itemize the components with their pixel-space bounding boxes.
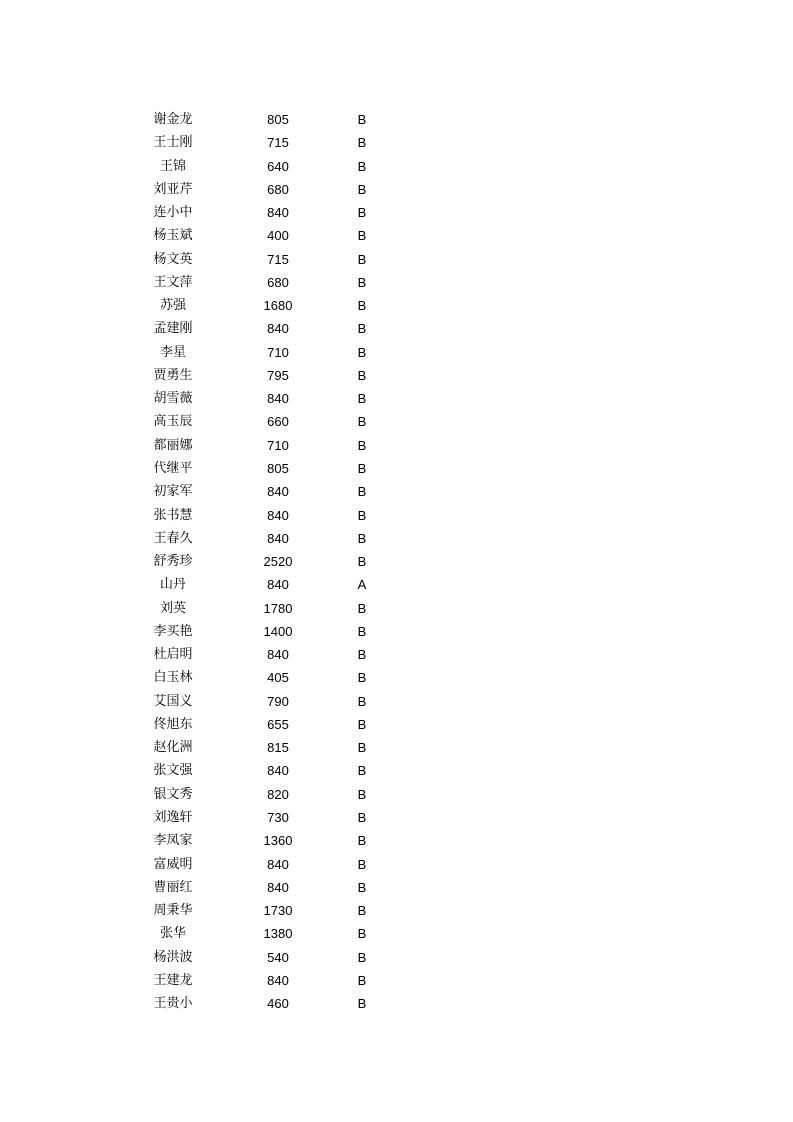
table-row	[0, 573, 793, 596]
grade-cell: B	[357, 112, 367, 127]
table-row	[0, 946, 793, 969]
table-row	[0, 969, 793, 992]
table-row	[0, 504, 793, 527]
amount-cell: 540	[267, 949, 289, 965]
amount-cell: 1730	[263, 903, 293, 919]
name-cell: 赵化洲	[153, 740, 193, 756]
grade-cell: B	[357, 554, 367, 570]
name-cell: 张华	[159, 926, 186, 942]
name-cell: 贾勇生	[153, 367, 193, 383]
amount-cell: 640	[267, 158, 289, 174]
amount-cell: 710	[267, 344, 289, 360]
name-cell: 王文萍	[153, 274, 193, 290]
name-cell: 王贵小	[153, 996, 193, 1012]
amount-cell: 715	[267, 251, 289, 267]
table-row	[0, 271, 793, 294]
table-row	[0, 457, 793, 480]
amount-cell: 1400	[263, 623, 293, 639]
amount-cell: 2520	[263, 554, 293, 570]
name-cell: 连小中	[153, 205, 193, 221]
table-row	[0, 876, 793, 899]
grade-cell: B	[357, 344, 367, 360]
table-row	[0, 690, 793, 713]
amount-cell: 840	[267, 321, 289, 337]
table-row	[0, 736, 793, 759]
name-cell: 杨文英	[153, 251, 193, 267]
grade-cell: B	[357, 809, 367, 825]
grade-cell: B	[357, 298, 367, 314]
amount-cell: 815	[267, 740, 289, 756]
table-row	[0, 713, 793, 736]
grade-cell: B	[357, 879, 367, 895]
grade-cell: B	[357, 647, 367, 663]
name-cell: 都丽娜	[153, 437, 193, 453]
name-cell: 代继平	[153, 460, 193, 476]
amount-cell: 840	[267, 507, 289, 523]
grade-cell: B	[357, 763, 367, 779]
table-row	[0, 410, 793, 433]
table-row	[0, 829, 793, 852]
table-row	[0, 434, 793, 457]
name-cell: 佟旭东	[153, 716, 193, 732]
name-cell: 王锦	[159, 158, 186, 174]
name-cell: 李买艳	[153, 623, 193, 639]
amount-cell: 805	[267, 460, 289, 476]
data-table	[0, 108, 793, 1015]
table-row	[0, 178, 793, 201]
name-cell: 李凤家	[153, 833, 193, 849]
grade-cell: B	[357, 530, 367, 546]
table-row	[0, 899, 793, 922]
table-row	[0, 643, 793, 666]
name-cell: 胡雪薇	[153, 391, 193, 407]
grade-cell: B	[357, 623, 367, 639]
table-row	[0, 620, 793, 643]
grade-cell: B	[357, 670, 367, 686]
name-cell: 刘亚芹	[153, 181, 193, 197]
name-cell: 张书慧	[153, 507, 193, 523]
name-cell: 杜启明	[153, 647, 193, 663]
amount-cell: 400	[267, 228, 289, 244]
amount-cell: 840	[267, 763, 289, 779]
amount-cell: 680	[267, 274, 289, 290]
table-row	[0, 527, 793, 550]
table-row	[0, 364, 793, 387]
table-row	[0, 341, 793, 364]
table-row	[0, 387, 793, 410]
grade-cell: B	[357, 181, 367, 197]
grade-cell: B	[357, 437, 367, 453]
table-row	[0, 922, 793, 945]
name-cell: 王春久	[153, 530, 193, 546]
amount-cell: 840	[267, 391, 289, 407]
name-cell: 刘逸轩	[153, 809, 193, 825]
grade-cell: B	[357, 972, 367, 988]
grade-cell: B	[357, 507, 367, 523]
grade-cell: B	[357, 949, 367, 965]
amount-cell: 660	[267, 414, 289, 430]
table-row	[0, 294, 793, 317]
table-row	[0, 248, 793, 271]
name-cell: 曹丽红	[153, 879, 193, 895]
amount-cell: 840	[267, 856, 289, 872]
table-row	[0, 224, 793, 247]
name-cell: 孟建刚	[153, 321, 193, 337]
name-cell: 富威明	[153, 856, 193, 872]
name-cell: 刘英	[159, 600, 186, 616]
grade-cell: B	[357, 414, 367, 430]
grade-cell: B	[357, 460, 367, 476]
grade-cell: A	[357, 577, 367, 593]
table-row	[0, 108, 793, 131]
grade-cell: B	[357, 158, 367, 174]
table-row	[0, 480, 793, 503]
grade-cell: B	[357, 856, 367, 872]
grade-cell: B	[357, 600, 367, 616]
grade-cell: B	[357, 391, 367, 407]
table-row	[0, 759, 793, 782]
grade-cell: B	[357, 484, 367, 500]
table-row	[0, 131, 793, 154]
name-cell: 白玉林	[153, 670, 193, 686]
grade-cell: B	[357, 926, 367, 942]
table-row	[0, 853, 793, 876]
amount-cell: 840	[267, 484, 289, 500]
name-cell: 杨玉斌	[153, 228, 193, 244]
grade-cell: B	[357, 786, 367, 802]
name-cell: 艾国义	[153, 693, 193, 709]
name-cell: 杨洪波	[153, 949, 193, 965]
grade-cell: B	[357, 693, 367, 709]
grade-cell: B	[357, 367, 367, 383]
grade-cell: B	[357, 135, 367, 151]
name-cell: 周秉华	[153, 903, 193, 919]
name-cell: 王建龙	[153, 972, 193, 988]
amount-cell: 1780	[263, 600, 293, 616]
grade-cell: B	[357, 228, 367, 244]
table-row	[0, 992, 793, 1015]
table-row	[0, 783, 793, 806]
grade-cell: B	[357, 205, 367, 221]
amount-cell: 1380	[263, 926, 293, 942]
amount-cell: 840	[267, 530, 289, 546]
table-row	[0, 666, 793, 689]
amount-cell: 840	[267, 647, 289, 663]
amount-cell: 460	[267, 996, 289, 1012]
amount-cell: 820	[267, 786, 289, 802]
amount-cell: 655	[267, 716, 289, 732]
name-cell: 苏强	[159, 298, 186, 314]
grade-cell: B	[357, 740, 367, 756]
table-row	[0, 317, 793, 340]
amount-cell: 710	[267, 437, 289, 453]
name-cell: 山丹	[159, 577, 186, 593]
table-row	[0, 550, 793, 573]
table-row	[0, 597, 793, 620]
amount-cell: 1360	[263, 833, 293, 849]
name-cell: 高玉辰	[153, 414, 193, 430]
name-cell: 银文秀	[153, 786, 193, 802]
table-row	[0, 806, 793, 829]
grade-cell: B	[357, 321, 367, 337]
amount-cell: 840	[267, 577, 289, 593]
amount-cell: 840	[267, 879, 289, 895]
grade-cell: B	[357, 274, 367, 290]
grade-cell: B	[357, 833, 367, 849]
amount-cell: 1680	[263, 298, 293, 314]
amount-cell: 840	[267, 205, 289, 221]
name-cell: 王士刚	[153, 135, 193, 151]
amount-cell: 795	[267, 367, 289, 383]
amount-cell: 680	[267, 181, 289, 197]
amount-cell: 840	[267, 972, 289, 988]
table-row	[0, 155, 793, 178]
grade-cell: B	[357, 996, 367, 1012]
grade-cell: B	[357, 903, 367, 919]
amount-cell: 715	[267, 135, 289, 151]
amount-cell: 805	[267, 112, 289, 127]
grade-cell: B	[357, 716, 367, 732]
name-cell: 李星	[159, 344, 186, 360]
name-cell: 舒秀珍	[153, 554, 193, 570]
grade-cell: B	[357, 251, 367, 267]
amount-cell: 790	[267, 693, 289, 709]
amount-cell: 730	[267, 809, 289, 825]
name-cell: 初家军	[153, 484, 193, 500]
name-cell: 谢金龙	[153, 112, 193, 127]
amount-cell: 405	[267, 670, 289, 686]
name-cell: 张文强	[153, 763, 193, 779]
table-row	[0, 201, 793, 224]
